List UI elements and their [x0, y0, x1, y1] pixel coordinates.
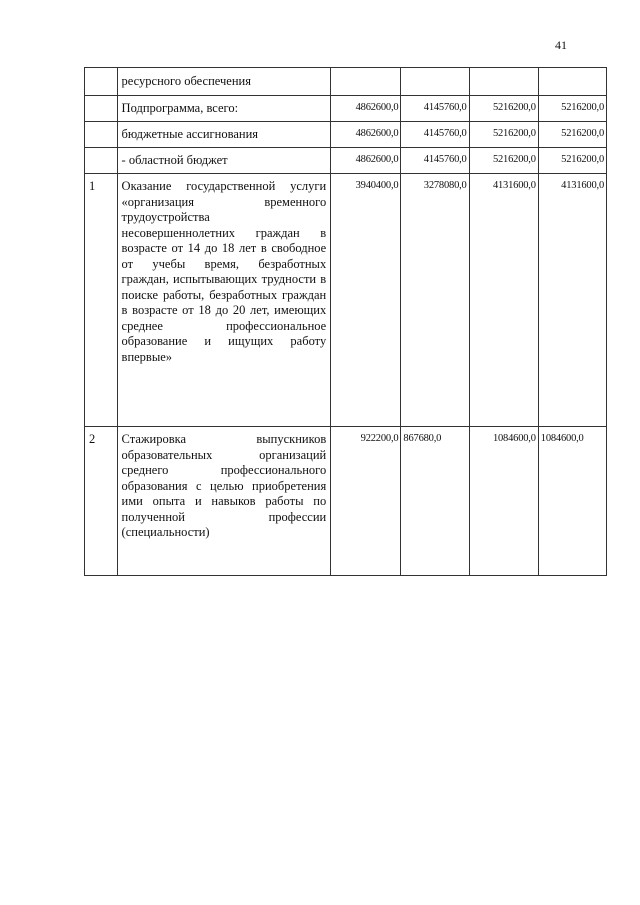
value-2019: 4862600,0	[355, 128, 399, 139]
row-name: Стажировка выпускников образовательных организаций среднего профессионального образования с целью приобретения ими опыта и навыков работы по полученной профессии (специальности)	[121, 432, 327, 539]
value-2022: 1084600,0	[540, 433, 584, 444]
row-name-cell	[117, 68, 331, 96]
value-2021: 5216200,0	[492, 102, 536, 113]
value-cell	[469, 427, 538, 576]
value-2022	[539, 68, 606, 73]
row-name: ресурсного обеспечения	[121, 74, 251, 88]
value-cell	[538, 68, 606, 96]
value-cell	[401, 122, 469, 148]
value-2021: 1084600,0	[492, 433, 536, 444]
row-name-cell	[117, 427, 331, 576]
table-row	[85, 427, 607, 576]
value-2019: 922200,0	[360, 433, 399, 444]
value-cell	[469, 68, 538, 96]
value-cell	[331, 148, 401, 174]
row-number	[85, 96, 117, 101]
table-row	[85, 68, 607, 96]
row-number-cell	[85, 96, 118, 122]
table-row	[85, 96, 607, 122]
row-number-cell	[85, 174, 118, 427]
value-cell	[469, 122, 538, 148]
value-cell	[401, 427, 469, 576]
table-row	[85, 122, 607, 148]
value-2020	[401, 68, 468, 73]
value-2022: 5216200,0	[561, 128, 604, 139]
value-cell	[401, 148, 469, 174]
value-cell	[538, 96, 606, 122]
row-number: 1	[89, 179, 96, 193]
value-2020: 867680,0	[403, 433, 442, 444]
table-row	[85, 174, 607, 427]
value-2019: 4862600,0	[355, 154, 399, 165]
value-2019: 3940400,0	[355, 180, 399, 191]
table-row	[85, 148, 607, 174]
value-cell	[331, 68, 401, 96]
value-cell	[538, 174, 606, 427]
value-cell	[331, 174, 401, 427]
value-2020: 4145760,0	[423, 154, 467, 165]
budget-table	[84, 67, 607, 576]
value-2020: 3278080,0	[423, 180, 467, 191]
value-2021: 5216200,0	[492, 128, 536, 139]
row-number-cell	[85, 122, 118, 148]
row-number-cell	[85, 68, 118, 96]
value-2019: 4862600,0	[355, 102, 399, 113]
row-number-cell	[85, 427, 118, 576]
row-number	[85, 68, 117, 73]
value-cell	[469, 174, 538, 427]
value-cell	[331, 427, 401, 576]
row-name: Подпрограмма, всего:	[121, 101, 239, 115]
row-name-cell	[117, 96, 331, 122]
row-name-cell	[117, 174, 331, 427]
value-cell	[538, 122, 606, 148]
row-name-cell	[117, 148, 331, 174]
value-2022: 5216200,0	[561, 154, 604, 165]
row-name: - областной бюджет	[121, 153, 228, 167]
value-cell	[401, 96, 469, 122]
value-2022: 4131600,0	[561, 180, 604, 191]
value-2020: 4145760,0	[423, 102, 467, 113]
value-2022: 5216200,0	[561, 102, 604, 113]
row-number: 2	[89, 432, 96, 446]
value-cell	[401, 68, 469, 96]
value-cell	[538, 148, 606, 174]
value-2020: 4145760,0	[423, 128, 467, 139]
value-2021	[470, 68, 538, 73]
row-number	[85, 122, 117, 127]
value-cell	[538, 427, 606, 576]
page-number: 41	[555, 38, 567, 52]
row-name: бюджетные ассигнования	[121, 127, 259, 141]
value-cell	[331, 96, 401, 122]
value-cell	[469, 148, 538, 174]
row-name-cell	[117, 122, 331, 148]
row-number	[85, 148, 117, 153]
value-2021: 5216200,0	[492, 154, 536, 165]
row-name: Оказание государственной услуги «организация временного трудоустройства несовершеннолетних граждан в возрасте от 14 до 18 лет в свободное от учебы время, безработных граждан, испытывающих трудности в поиске работы, безработных граждан в возрасте от 18 до 20 лет, имеющих среднее профессиональное образование и ищущих работу впервые»	[121, 179, 327, 364]
value-cell	[331, 122, 401, 148]
value-2019	[331, 68, 400, 73]
row-number-cell	[85, 148, 118, 174]
value-cell	[401, 174, 469, 427]
value-2021: 4131600,0	[492, 180, 536, 191]
value-cell	[469, 96, 538, 122]
